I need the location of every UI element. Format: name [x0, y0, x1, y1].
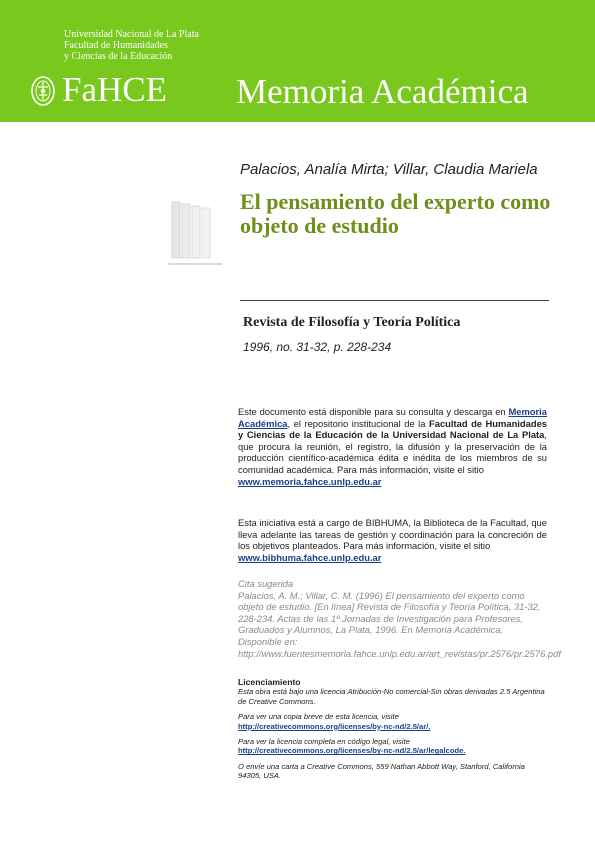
header-banner: [0, 0, 595, 122]
license-copy-block: [238, 712, 548, 731]
license-block: [238, 678, 548, 781]
journal-name: Revista de Filosofía y Teoría Política: [243, 315, 461, 330]
license-copy-label: Para ver una copia breve de esta licencia, visite: [238, 712, 399, 722]
university-name: [64, 29, 199, 62]
info-text-3: , que procura la reunión, el registro, la difusión y la preservación de la producción científico-académica édita e inédita de los miembros de su comunidad académica. Para más información, visite el sitio: [238, 429, 547, 475]
faculty-name-bold: Facultad de Humanidades y Ciencias de la Educación de la Universidad Nacional de La Plata: [238, 417, 547, 441]
bibhuma-site-link[interactable]: www.bibhuma.fahce.unlp.edu.ar: [238, 551, 382, 563]
license-description: Esta obra está bajo una licencia Atribución-No comercial-Sin obras derivadas 2.5 Argentina de Creative Commons.: [238, 687, 545, 706]
license-full-block: [238, 737, 548, 756]
license-heading: Licenciamiento: [238, 677, 301, 687]
document-title: El pensamiento del experto como objeto de estudio: [240, 189, 551, 238]
fahce-logo-text: FaHCE: [62, 70, 167, 109]
info-text-1: Este documento está disponible para su consulta y descarga en: [238, 406, 509, 417]
university-seal-icon: [30, 75, 56, 107]
suggested-citation: [238, 578, 561, 659]
university-line: Universidad Nacional de La Plata: [64, 29, 199, 40]
bibhuma-text: Esta iniciativa está a cargo de BIBHUMA, la Biblioteca de la Facultad, que lleva adelante las tareas de gestión y coordinación para la concreción de los objetivos planteados. Para más información, visite el sitio: [238, 517, 547, 552]
memoria-academica-link[interactable]: Memoria Académica: [238, 406, 547, 429]
license-copy-link[interactable]: http://creativecommons.org/licenses/by-nc-nd/2.5/ar/.: [238, 721, 431, 731]
document-authors: Palacios, Analía Mirta; Villar, Claudia Mariela: [240, 161, 538, 178]
books-watermark-icon: [168, 200, 224, 272]
repository-info-paragraph: [238, 406, 547, 487]
repository-title: Memoria Académica: [236, 72, 529, 111]
divider-line: [240, 300, 549, 301]
faculty-line-2: y Ciencias de la Educación: [64, 51, 173, 62]
info-text-2: , el repositorio institucional de la: [287, 417, 429, 429]
faculty-line: Facultad de Humanidades: [64, 40, 168, 51]
license-mail-text: O envíe una carta a Creative Commons, 559 Nathan Abbott Way, Stanford, California 94305, USA.: [238, 761, 525, 781]
citation-label: Cita sugerida: [238, 578, 294, 589]
citation-detail: 1996, no. 31-32, p. 228-234: [243, 340, 392, 354]
license-full-link[interactable]: http://creativecommons.org/licenses/by-nc-nd/2.5/ar/legalcode.: [238, 746, 466, 756]
memoria-site-link[interactable]: www.memoria.fahce.unlp.edu.ar: [238, 475, 382, 487]
license-full-label: Para ver la licencia completa en código legal, visite: [238, 737, 410, 747]
bibhuma-info-paragraph: [238, 517, 547, 563]
citation-text: Palacios, A. M.; Villar, C. M. (1996) El pensamiento del experto como objeto de estudio. [En línea] Revista de Filosofía y Teoría Política, 31-32, 228-234. Actas de las 1º Jornadas de Investigación para Profesores, Graduados y Alumnos, La Plata, 1996. En Memoria Académica. Disponible en: http://www.fuentesmemoria.fahce.unlp.edu.ar/art_revistas/pr.2576/pr.2576.pdf: [238, 589, 561, 659]
